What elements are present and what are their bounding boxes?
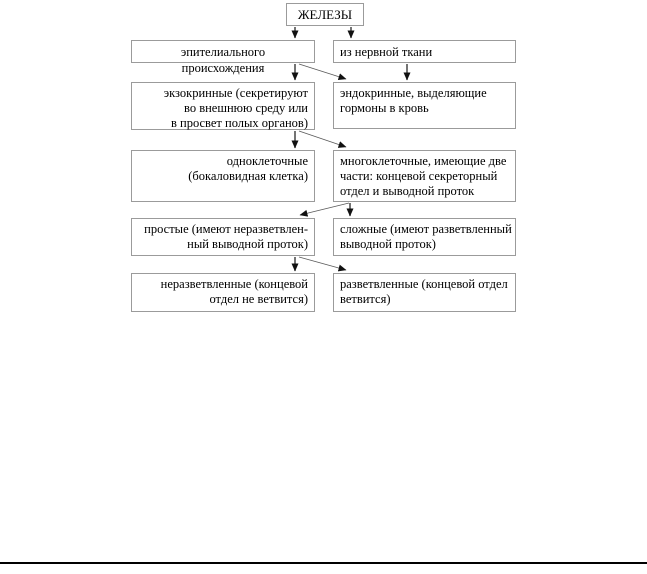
node-exocrine-line-2: во внешнюю среду или: [184, 101, 308, 115]
node-multicellular-line-3: отдел и выводной проток: [340, 184, 475, 198]
node-complex-glands-line-2: выводной проток): [340, 237, 436, 251]
node-multicellular-line-2: части: концевой секреторный: [340, 169, 498, 183]
node-simple-glands-line-2: ный выводной проток): [187, 237, 308, 251]
edge-simple-to-branched: [299, 257, 346, 270]
node-unicellular-line-2: (бокаловидная клетка): [188, 169, 308, 183]
edge-multicellular-to-simple: [300, 203, 349, 215]
node-branched: [333, 273, 516, 312]
node-complex-glands: [333, 218, 516, 256]
node-unbranched: [131, 273, 315, 312]
node-unicellular: [131, 150, 315, 202]
node-glands-label: ЖЕЛЕЗЫ: [297, 7, 353, 22]
node-nervous-tissue: [333, 40, 516, 63]
node-unbranched-line-2: отдел не ветвится): [209, 292, 308, 306]
node-unbranched-line-1: неразветвленные (концевой: [160, 277, 308, 291]
node-unicellular-line-1: одноклеточные: [226, 154, 308, 168]
node-simple-glands-line-1: простые (имеют неразветвлен-: [144, 222, 308, 236]
node-endocrine: [333, 82, 516, 129]
node-exocrine-line-3: в просвет полых органов): [170, 116, 308, 130]
node-glands: [286, 3, 364, 26]
node-branched-line-2: ветвится): [340, 292, 391, 306]
node-nervous-tissue-label: из нервной ткани: [340, 45, 433, 59]
node-exocrine: [131, 82, 315, 130]
node-complex-glands-line-1: сложные (имеют разветвленный: [340, 222, 512, 236]
edge-exocrine-to-multicellular: [299, 131, 346, 147]
node-epithelial-origin-label: эпителиального происхождения: [180, 45, 266, 75]
node-multicellular-line-1: многоклеточные, имеющие две: [340, 154, 507, 168]
edge-epithelial-to-endocrine: [299, 64, 346, 79]
node-simple-glands: [131, 218, 315, 256]
node-epithelial-origin: [131, 40, 315, 75]
node-multicellular: [333, 150, 516, 202]
page-bottom-rule: [0, 562, 647, 564]
node-exocrine-line-1: экзокринные (секретируют: [163, 86, 308, 100]
node-endocrine-line-1: эндокринные, выделяющие: [340, 86, 487, 100]
node-branched-line-1: разветвленные (концевой отдел: [340, 277, 508, 291]
node-endocrine-line-2: гормоны в кровь: [340, 101, 429, 115]
